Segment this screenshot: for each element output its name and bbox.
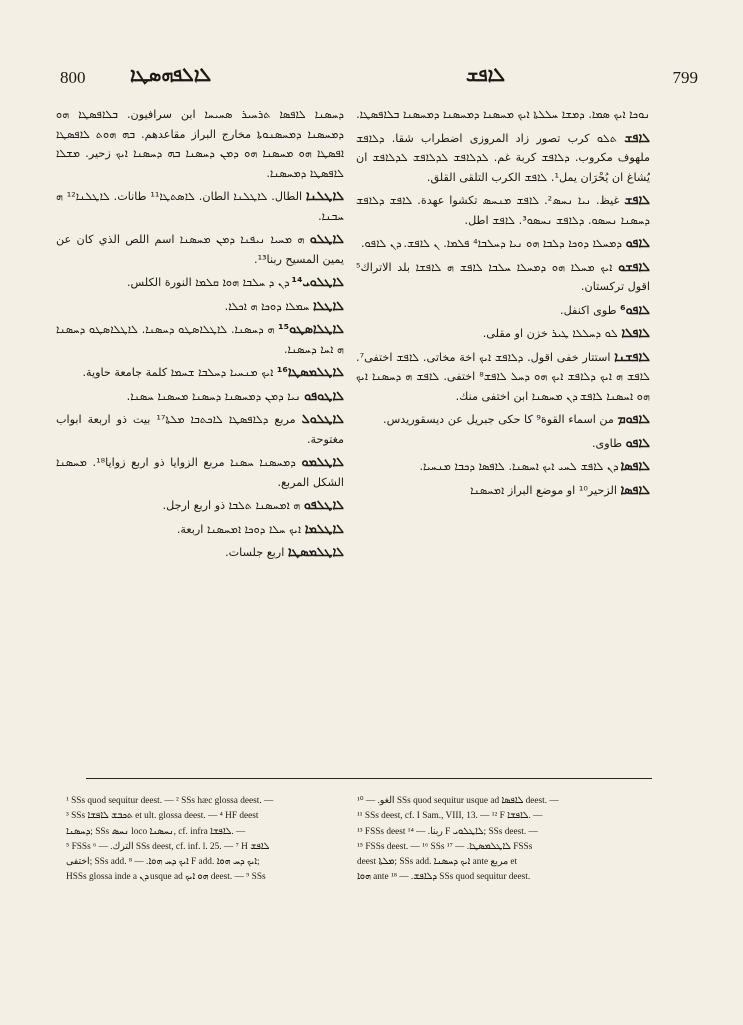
entry-text: ܗ ܐܡܚܣܢܐ ܬܠܒܐ ذو اربع ارجل. bbox=[162, 499, 301, 512]
entry-lemma: ܠܐܦܣܐ bbox=[620, 458, 650, 473]
dictionary-entry bbox=[56, 186, 344, 226]
entry-lemma: ܠܐܦܫ bbox=[624, 129, 650, 145]
entry-lemma: ܠܐܛܠܡܣܛܐ¹⁶ bbox=[276, 364, 344, 379]
footnote-line: ܕܚܣܢܐ; SSs ܢܚܣ loco ܢܚܣܢܐ, cf. infra ܠܐܦܫܐ. — bbox=[66, 826, 246, 837]
entry-text: مربع ܕܠܐܦܣܛܐ ܠܐܟܬܒܐ ܡܠܬܐ¹⁷ بيت ذو اربعة ابواب مغتوحة. bbox=[56, 413, 344, 446]
entry-text: ܗ ܡܚܝܐ ܢܝܦܢܐ ܕܡܢ ܡܚܣܢܐ اسم اللص الذي كان عن يمين المسيح ربنا¹³. bbox=[56, 233, 344, 266]
entry-lemma: ܠܐܛܠܘ bbox=[309, 231, 344, 246]
footnotes-right bbox=[357, 794, 653, 886]
entry-lemma: ܠܐܛܠܡܣܛܐ bbox=[287, 544, 344, 559]
running-header bbox=[48, 64, 698, 98]
entry-lemma: ܠܐܛܠܘܠ bbox=[301, 411, 344, 426]
dictionary-entry bbox=[356, 128, 650, 188]
dictionary-entry bbox=[56, 386, 344, 407]
right-page-number: 799 bbox=[672, 68, 698, 87]
entry-text: طوى اكنفل. bbox=[560, 303, 617, 317]
entry-lemma: ܠܐܦܫ bbox=[624, 192, 650, 207]
entry-lemma: ܠܐܦܘܡ bbox=[617, 411, 650, 426]
dictionary-entry bbox=[56, 229, 344, 269]
entry-text: غيظ. ܢܝܐ ܢܚܣ². ܠܐܦܫ ܡܢܚܣ تكشوا عهدة. ܠܐܦܫ ܕܠܐܦܫ ܕܚܣܢܐ ܢܚܣܘ. ܕܠܐܦܫ ܢܚܣܘ³. ܠܐܦܫ اطل. bbox=[356, 194, 650, 227]
footnotes-left bbox=[66, 794, 348, 886]
entry-lemma: ܠܐܛܠܐܣܛܘ¹⁵ bbox=[278, 321, 344, 336]
footnote-line: ³ SSs ܬܟܒܫ ܠܐܦܫܐ et ult. glossa deest. — ⁴ HF deest bbox=[66, 811, 259, 822]
dictionary-entry bbox=[56, 409, 344, 449]
entry-lemma: ܠܐܛܠܐ bbox=[312, 297, 344, 313]
dictionary-entry bbox=[56, 272, 344, 293]
entry-text: من اسماء القوة⁹ كا حكى جبريل عن ديسقوريدس. bbox=[383, 413, 614, 426]
left-running-title: ܠܐܠܦܗܣܛܐ bbox=[130, 64, 212, 86]
entry-text: ܐܝܟ ܚܠܐ ܕܘܟܐ ܐܡܚܣܢܐ اربعة. bbox=[176, 522, 302, 536]
entry-text: ܠܘ ܕܚܠܠܐ ܛܝܪ خزن او مقلى. bbox=[482, 327, 618, 340]
footnote-line: ܗܘܐ ante ܕܠܐܦܫ. — ¹⁸ SSs quod sequitur deest. bbox=[357, 872, 531, 883]
footnote-line: الغو. — ¹⁰ SSs quod sequitur usque ad ܠܐܦܣܐ deest. — bbox=[357, 796, 559, 806]
dictionary-entry bbox=[356, 456, 650, 477]
dictionary-entry bbox=[356, 480, 650, 501]
dictionary-entry bbox=[56, 519, 344, 540]
dictionary-entry bbox=[356, 433, 650, 454]
dictionary-entry bbox=[56, 495, 344, 516]
entry-lemma: ܠܐܛܠܦܘ bbox=[303, 497, 344, 512]
dictionary-entry bbox=[56, 542, 344, 563]
left-column bbox=[56, 104, 344, 759]
entry-lemma: ܠܐܦܘ bbox=[625, 434, 650, 450]
dictionary-entry bbox=[356, 104, 650, 125]
entry-lemma: ܠܐܛܠܢܐ bbox=[305, 188, 344, 203]
dictionary-entry bbox=[356, 323, 650, 344]
left-page-number: 800 bbox=[60, 68, 86, 87]
dictionary-entry bbox=[356, 257, 650, 297]
entry-text: ܕܢ ܠܐܦܫ ܠܚܝ ܐܝܟ ܐܚܣܢܐ. ܠܐܦܣܐ ܕܟܒܐ ܡܢܚܝܐ. bbox=[419, 460, 617, 473]
entry-text: الطال. ܠܐܛܠܢܐ الطان. ܠܐܣܬܛܐ¹¹ طانات. ܠܐܛܠܢܐ¹² ܗ ܚܒܢܐ. bbox=[56, 190, 344, 223]
footnote-line: deest ܡܠܬܐ; SSs add. ܐܝܟ ܕܚܣܢܐ ante مربع et bbox=[357, 857, 518, 868]
entry-text: ܕܡܚܣܢܐ ܚܣܢܐ مربع الزوايا ذو اربع زوايا¹⁸. ܡܚܣܢܐ الشكل المربع. bbox=[56, 456, 344, 489]
dictionary-entry bbox=[56, 362, 344, 383]
entry-lemma: ܠܐܦܠܐ bbox=[621, 325, 650, 340]
entry-text: ܢܝܐ ܕܡܢ ܕܡܚܣܢܐ ܕܚܣܢܐ ܡܚܣܢܐ ܚܣܢܐ. bbox=[126, 389, 301, 403]
footnote-line: ¹ SSs quod sequitur deest. — ² SSs hæc glossa deest. — bbox=[66, 796, 274, 806]
dictionary-entry bbox=[56, 319, 344, 359]
entry-lemma: ܠܐܦܫܘ bbox=[618, 258, 650, 274]
dictionary-entry bbox=[56, 296, 344, 317]
entry-lemma: ܠܐܦܘ⁶ bbox=[620, 301, 650, 317]
footnote-line: HSSs glossa inde a ܕܢ usque ad ܗܘ ܐܝܟ deest. — ⁹ SSs bbox=[66, 872, 266, 883]
entry-text: ܗ ܕܚܣܢܐ. ܠܐܛܠܐܣܛܘ ܕܚܣܢܐ. ܠܐܛܠܐܣܛܘ ܕܚܣܢܐ ܗ ܐܚܐ ܕܚܣܢܐ. bbox=[56, 323, 344, 356]
footnote-divider bbox=[86, 778, 652, 779]
dictionary-entry bbox=[356, 190, 650, 230]
entry-text: ܬܠܘ كرب تصور زاد المروزی اضطراب شقا. ܕܠܐܦܫ ملهوف مكروب. ܕܠܐܦܫ كربة غم. ܠܕܠܐܦܫ ܠܕܠܐܦܫ ܠܕܠܐܦܫ ان يُشاغ ان يُحْرَان يمل¹. ܠܐܦܫ الكرب التلقى القلق. bbox=[356, 131, 650, 184]
entry-text: ܚܡܠܐ ܕܘܟܐ ܗ ܐܟܠܐ. bbox=[224, 299, 310, 313]
entry-text: ܕܢ ܕ ܚܠܒܐ ܗܘܐ ܩܠܡܐ النورة الكلس. bbox=[126, 276, 288, 289]
footnote-line: ¹¹ SSs deest, cf. I Sam., VIII, 13. — ¹² F ܠܐܦܫܐ. — bbox=[357, 811, 543, 822]
dictionary-entry bbox=[356, 233, 650, 254]
entry-text: ܕܡܚܠܐ ܕܘܟܐ ܕܠܒܐ ܗܘ ܢܝܐ ܕܚܠܒܐ⁴ ܦܠܡܐ. ܢ ܠܐܦܫ. ܕܢ ܠܐܦܘ. bbox=[360, 237, 622, 250]
entry-text: ܐܝܟ ܡܚܠܐ ܗܘ ܕܡܚܠܐ ܚܠܒܐ ܠܐܦܫ ܗ ܠܐܦܫܐ بلد الاتراك⁵ اقول تركستان. bbox=[356, 260, 650, 293]
entry-lemma: ܠܐܛܠܡܘ bbox=[301, 454, 344, 469]
entry-text: طاوی. bbox=[591, 436, 622, 450]
dictionary-entry bbox=[356, 347, 650, 407]
footnote-line: ¹³ FSSs deest ربنا. — ¹⁴ F ܠܐܛܠܘܝ; SSs deest. — bbox=[357, 826, 538, 837]
entry-lemma: ܠܐܛܘܦܘ bbox=[304, 387, 344, 403]
entry-text: استتار خفى اقول. ܕܠܐܦܫ ܐܝܟ اخة مخاتى. ܠܐܦܫ اختفى⁷. ܠܐܦܫ ܗ ܐܝܟ ܕܠܐܦܫ ܐܝܟ ܗܘ ܕܚܠ ܠܐܦܫ⁸ اختفى. ܠܐܦܫ ܗ ܕܚܣܢܐ ܐܝܟ ܗܘ ܐܚܣܢܐ ܠܐܦܫ ܕܢ ܡܚܣܢܐ ابن اختفى منك. bbox=[356, 350, 650, 403]
entry-lemma: ܠܐܦܫܢܐ bbox=[614, 348, 650, 364]
entry-text: ܢܘܟܐ ܐܝܟ ܣܡܐ. ܕܡܫܐ ܚܠܠܬܐ ܐܝܟ ܡܚܣܢܐ ܕܡܚܣܢܐ ܕܡܚܣܢܐ ܒܠܐܦܣܛܐ. bbox=[356, 108, 650, 121]
entry-text: الزحير¹⁰ او موضع البراز ܐܡܚܣܢܐ bbox=[470, 483, 617, 497]
footnote-line: اختفى; SSs add. ܐܝܟ ܕܚ ܗܘܐ. — ⁸ F add. ܐܝܟ ܕܚ ܗܘܐ; bbox=[66, 857, 260, 868]
entry-text: ܕܚܣܢܐ ܠܐܦܣܐ ܬܪܚܝܪ ܣܚܝܚܐ ابن سرافيون. ܒܠܐܦܣܛܐ ܗܘ ܕܡܚܣܢܐ ܕܡܚܣܢܘܬܐ مخارج البراز مقاعدهم. ܒܗ ܗܘܬ ܠܐܦܣܛܐ ܐܦܣܛܐ ܗܘ ܡܚܣܢܐ ܗܘ ܕܡܢ ܕܚܣܢܐ ܒܗ ܕܚܣܢܐ ܐܝܟ زحير. ܡܫܠܐ ܠܐܦܣܛܐ ܕܡܚܣܢܐ. bbox=[56, 108, 344, 180]
dictionary-entry bbox=[56, 104, 344, 183]
right-running-title: ܠܐܦܫ bbox=[466, 64, 506, 86]
entry-lemma: ܠܐܦܘ bbox=[625, 235, 650, 250]
footnote-line: ⁵ FSSs الترك. — ⁶ SSs deest, cf. inf. l. 25. — ⁷ H ܠܐܦܫ bbox=[66, 841, 270, 852]
entry-lemma: ܠܐܦܣܐ bbox=[620, 481, 650, 497]
dictionary-entry bbox=[356, 409, 650, 430]
entry-text: ܐܝܟ ܡܢܚܝܐ ܕܚܠܒܐ ܫܚܡܐ كلمة جامعة حاوية. bbox=[82, 366, 274, 379]
entry-text: اربع جلسات. bbox=[225, 546, 285, 559]
entry-lemma: ܠܐܛܠܡܐ bbox=[304, 520, 344, 536]
dictionary-entry bbox=[356, 300, 650, 321]
right-column bbox=[356, 104, 650, 759]
entry-lemma: ܠܐܛܠܘܝ¹⁴ bbox=[291, 274, 344, 289]
footnote-line: ¹⁵ FSSs deest. — ¹⁶ SSs ܠܐܛܠܡܣܛܐ. — ¹⁷ FSSs bbox=[357, 841, 533, 852]
dictionary-entry bbox=[56, 452, 344, 492]
